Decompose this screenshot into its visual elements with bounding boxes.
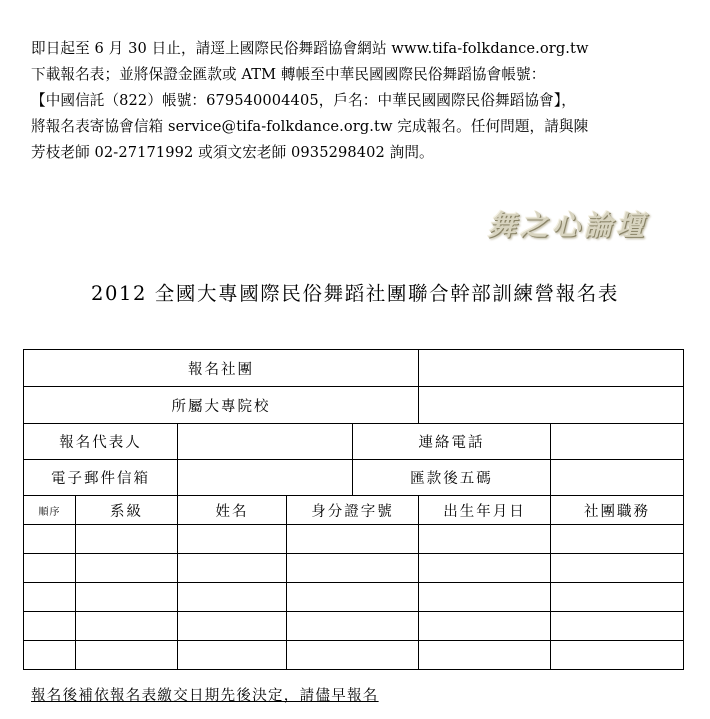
club-field[interactable] <box>419 350 684 387</box>
club-row <box>24 350 684 387</box>
col-header-id-number: 身分證字號 <box>287 496 419 525</box>
cell[interactable] <box>178 641 287 670</box>
cell[interactable] <box>551 641 684 670</box>
cell[interactable] <box>419 525 551 554</box>
cell[interactable] <box>76 583 178 612</box>
cell[interactable] <box>76 612 178 641</box>
cell[interactable] <box>178 612 287 641</box>
cell[interactable] <box>178 525 287 554</box>
email-row <box>24 460 684 496</box>
footer-note: 報名後補依報名表繳交日期先後決定，請儘早報名 <box>31 688 379 704</box>
cell[interactable] <box>287 525 419 554</box>
member-row <box>24 525 684 554</box>
remit-field[interactable] <box>551 460 684 496</box>
email-field[interactable] <box>178 460 353 496</box>
cell[interactable] <box>24 583 76 612</box>
representative-label: 報名代表人 <box>24 424 178 460</box>
cell[interactable] <box>287 612 419 641</box>
cell[interactable] <box>287 641 419 670</box>
representative-field[interactable] <box>178 424 353 460</box>
cell[interactable] <box>76 641 178 670</box>
intro-paragraph <box>31 36 691 166</box>
remit-label: 匯款後五碼 <box>353 460 551 496</box>
cell[interactable] <box>287 554 419 583</box>
school-field[interactable] <box>419 387 684 424</box>
cell[interactable] <box>24 525 76 554</box>
representative-row <box>24 424 684 460</box>
cell[interactable] <box>419 641 551 670</box>
cell[interactable] <box>419 554 551 583</box>
club-label: 報名社團 <box>24 350 419 387</box>
school-label: 所屬大專院校 <box>24 387 419 424</box>
col-header-club-role: 社團職務 <box>551 496 684 525</box>
cell[interactable] <box>76 554 178 583</box>
member-row <box>24 554 684 583</box>
cell[interactable] <box>419 583 551 612</box>
school-row <box>24 387 684 424</box>
intro-line: 將報名表寄協會信箱 service@tifa-folkdance.org.tw 完成報名。任何問題，請與陳 <box>31 118 589 135</box>
intro-line: 即日起至 6 月 30 日止，請逕上國際民俗舞蹈協會網站 www.tifa-folkdance.org.tw <box>31 40 589 57</box>
cell[interactable] <box>178 583 287 612</box>
cell[interactable] <box>551 583 684 612</box>
member-row <box>24 583 684 612</box>
member-header-row <box>24 496 684 525</box>
cell[interactable] <box>24 612 76 641</box>
phone-label: 連絡電話 <box>353 424 551 460</box>
cell[interactable] <box>24 641 76 670</box>
cell[interactable] <box>76 525 178 554</box>
intro-line: 芳枝老師 02-27171992 或須文宏老師 0935298402 詢問。 <box>31 144 434 161</box>
cell[interactable] <box>287 583 419 612</box>
intro-line: 下載報名表；並將保證金匯款或 ATM 轉帳至中華民國國際民俗舞蹈協會帳號： <box>31 66 546 83</box>
member-row <box>24 641 684 670</box>
col-header-birthdate: 出生年月日 <box>419 496 551 525</box>
phone-field[interactable] <box>551 424 684 460</box>
cell[interactable] <box>551 554 684 583</box>
col-header-department: 系級 <box>76 496 178 525</box>
cell[interactable] <box>551 612 684 641</box>
registration-form-table <box>23 349 684 670</box>
intro-line: 【中國信託（822）帳號：679540004405，戶名：中華民國國際民俗舞蹈協會】， <box>31 92 576 109</box>
cell[interactable] <box>419 612 551 641</box>
email-label: 電子郵件信箱 <box>24 460 178 496</box>
cell[interactable] <box>551 525 684 554</box>
form-title: 2012 全國大專國際民俗舞蹈社團聯合幹部訓練營報名表 <box>90 282 620 305</box>
forum-watermark: 舞之心論壇 <box>488 209 649 242</box>
col-header-name: 姓名 <box>178 496 287 525</box>
cell[interactable] <box>178 554 287 583</box>
member-row <box>24 612 684 641</box>
col-header-order: 順序 <box>24 496 76 525</box>
cell[interactable] <box>24 554 76 583</box>
